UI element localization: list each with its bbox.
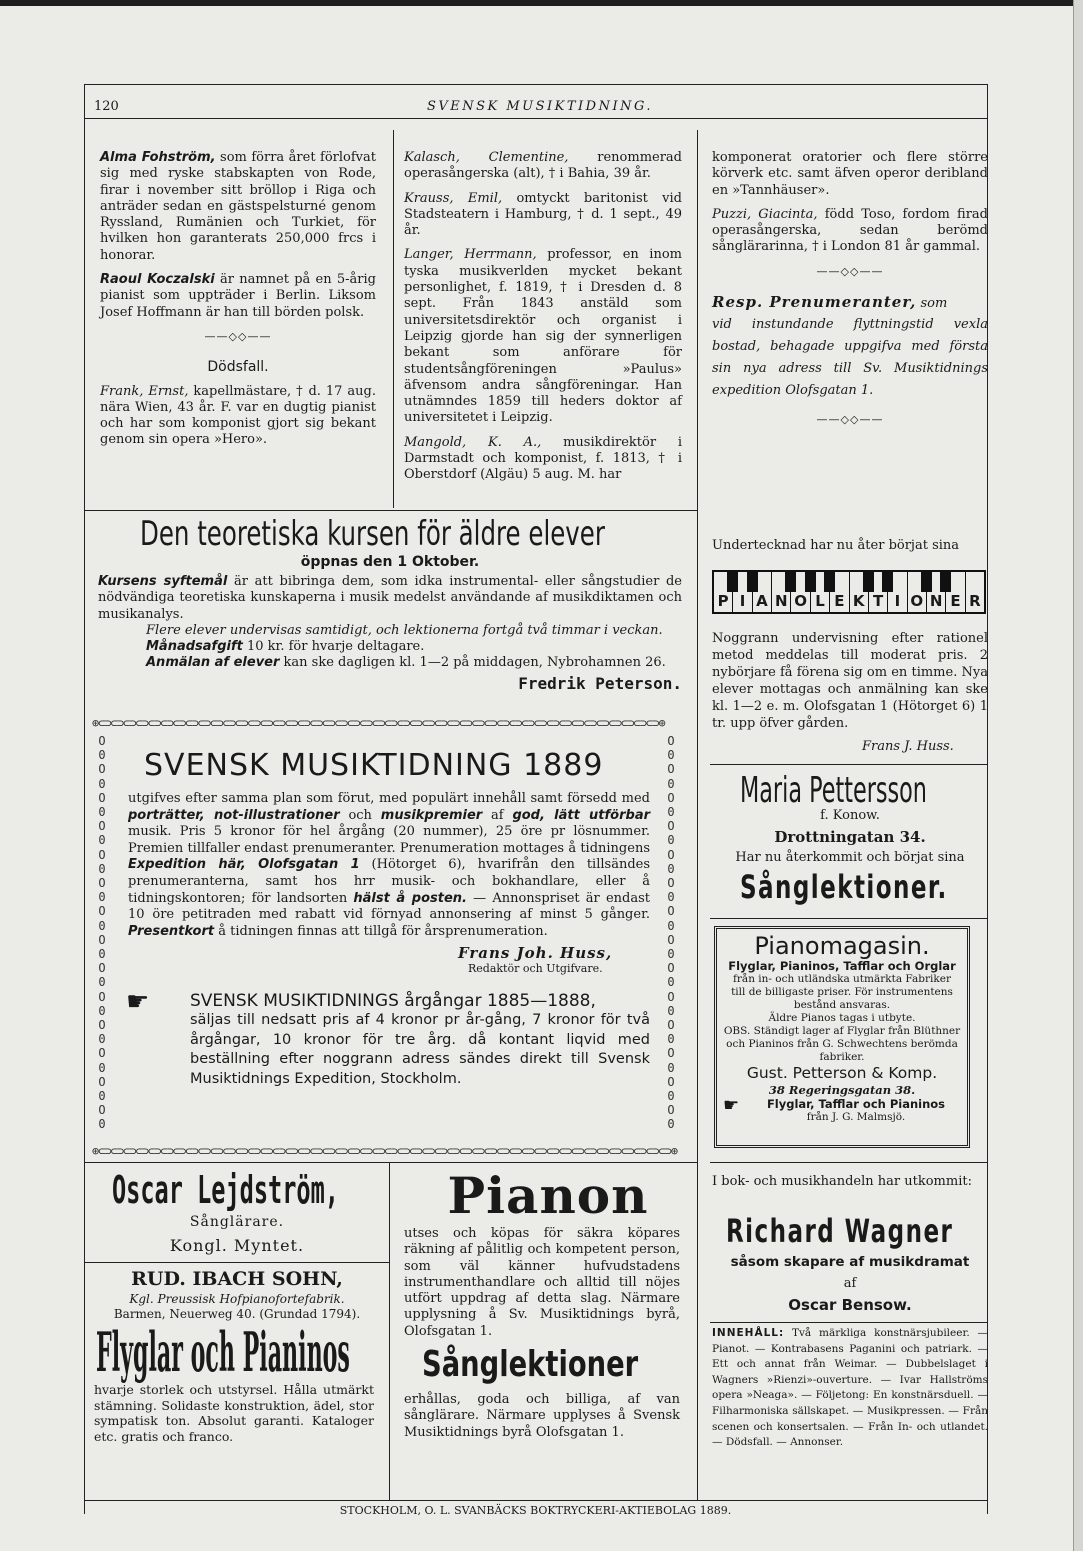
wagner-title: Richard Wagner <box>726 1212 954 1250</box>
black-key <box>921 572 932 592</box>
ad-rule <box>710 918 987 919</box>
pianomagasin-ad: Pianomagasin. Flyglar, Pianinos, Tafflar och Orglar från in- och utländska utmärkta Fabriker till de billigaste priser. För instrumentens bestånd ansvaras. Äldre Pianos tagas i utbyte. OBS. Ständigt lager af Flyglar från Blüthner och Pianinos från G. Schwechtens berömda fabriker. Gust. Petterson & Komp. 38 Regeringsgatan 38. ☛ Flyglar, Tafflar och Pianinos från J. G. Malmsjö. <box>714 926 970 1148</box>
chain-border-bottom: ⊕⊂⊃⊂⊃⊂⊃⊂⊃⊂⊃⊂⊃⊂⊃⊂⊃⊂⊃⊂⊃⊂⊃⊂⊃⊂⊃⊂⊃⊂⊃⊂⊃⊂⊃⊂⊃⊂⊃⊂⊃⊂⊃⊂⊃⊂⊃⊂⊃⊂⊃⊂⊃⊂⊃⊂⊃⊂⊃⊂⊃⊂⊃⊂⊃⊂⊃⊂⊃⊂⊃⊂⊃⊂⊃⊂⊃⊂⊃⊂⊃⊂⊃⊂⊃⊂⊃⊂⊃⊂⊃⊂⊃⊕ <box>92 1144 678 1158</box>
page-left-rule <box>84 84 85 1514</box>
ad-rule <box>710 764 987 765</box>
subscription-title: SVENSK MUSIKTIDNING 1889 <box>144 748 604 783</box>
article-fohstrom: Alma Fohström, som förra året förlofvat sig med ryske stabskapten von Rode, firar i november sitt bröllop i Riga och anträder sedan en gästspelsturné genom Ryssland, Rumänien och Turkiet, för hvilken hon garanterats 250,000 frcs i honorar. <box>100 150 376 263</box>
chain-border-right: O 0 O 0 O 0 O 0 O 0 O 0 O 0 O 0 O 0 O 0 O 0 O 0 O 0 O 0 <box>667 734 675 1132</box>
chain-border-top: ⊕⊂⊃⊂⊃⊂⊃⊂⊃⊂⊃⊂⊃⊂⊃⊂⊃⊂⊃⊂⊃⊂⊃⊂⊃⊂⊃⊂⊃⊂⊃⊂⊃⊂⊃⊂⊃⊂⊃⊂⊃⊂⊃⊂⊃⊂⊃⊂⊃⊂⊃⊂⊃⊂⊃⊂⊃⊂⊃⊂⊃⊂⊃⊂⊃⊂⊃⊂⊃⊂⊃⊂⊃⊂⊃⊂⊃⊂⊃⊂⊃⊂⊃⊂⊃⊂⊃⊂⊃⊂⊃⊕ <box>92 716 665 730</box>
course-body: Kursens syftemål är att bibringa dem, som idka instrumental- eller sångstudier de nödvändiga teoretiska kunskaperna i musik medelst användande af musikdiktamen och musikanalys. Flere elever undervisas samtidigt, och lektionerna fortgå två timmar i veckan. Månadsafgift 10 kr. för hvarje deltagare. Anmälan af elever kan ske dagligen kl. 1—2 på middagen, Nybrohamnen 26. <box>98 574 682 671</box>
ibach-role: Kgl. Preussisk Hofpianofortefabrik. <box>129 1292 345 1306</box>
piano-key-letter: E <box>830 572 849 612</box>
name-fohstrom: Alma Fohström, <box>100 150 216 165</box>
black-key <box>882 572 893 592</box>
maria-lessons: Sånglektioner. <box>740 868 948 906</box>
section-rule <box>84 1162 697 1163</box>
article-mangold: Mangold, K. A., musikdirektör i Darmstadt och komponist, f. 1813, † i Oberstdorf (Algäu) 5 aug. M. har <box>404 434 682 483</box>
maria-text: Har nu återkommit och börjat sina <box>735 850 965 865</box>
scan-right-edge <box>1073 0 1083 1551</box>
black-key <box>727 572 738 592</box>
course-subtitle: öppnas den 1 Oktober. <box>300 554 480 570</box>
piano-key-letter: T <box>869 572 888 612</box>
black-key <box>805 572 816 592</box>
page-top-rule <box>84 84 987 85</box>
sang-title: Sånglektioner <box>422 1344 639 1385</box>
article-koczalski: Raoul Koczalski är namnet på en 5-årig pianist som uppträder i Berlin. Liksom Josef Hoffmann är han till börden polsk. <box>100 272 376 320</box>
piano-key-letter: L <box>811 572 830 612</box>
page-number: 120 <box>94 99 119 114</box>
subscription-signature: Frans Joh. Huss, Redaktör och Utgifvare. <box>458 944 613 976</box>
piano-lessons-text: Noggrann undervisning efter rationel metod meddelas till moderat pris. 2 nybörjare få förena sig om en timme. Nya elever mottagas och anmälning kan ske kl. 1—2 e. m. Olofsgatan 1 (Hötorget 6) 1 tr. upp öfver gården. <box>712 631 988 731</box>
pianon-title: Pianon <box>447 1166 649 1225</box>
black-key <box>863 572 874 592</box>
piano-key-letter: P <box>714 572 733 612</box>
column-rule-2 <box>697 130 698 1500</box>
oscar-role: Sånglärare. <box>189 1214 285 1230</box>
piano-key-letter: I <box>888 572 907 612</box>
course-ad <box>98 514 682 693</box>
wagner-intro: I bok- och musikhandeln har utkommit: <box>712 1174 972 1189</box>
black-key <box>940 572 951 592</box>
piano-key-letter: O <box>791 572 810 612</box>
piano-lessons-signature: Frans J. Huss. <box>862 739 954 754</box>
black-key <box>747 572 758 592</box>
pianomagasin-firm: Gust. Petterson & Komp. <box>746 1064 938 1082</box>
ornament-divider: ——◇◇—— <box>204 329 272 343</box>
sang-text: erhållas, goda och billiga, af van sånglärare. Närmare upplyses å Svensk Musiktidnings byrå Olofsgatan 1. <box>404 1392 680 1440</box>
column-news-1 <box>100 150 376 457</box>
wagner-subtitle: såsom skapare af musikdramat <box>730 1254 970 1270</box>
scan-top-edge <box>0 0 1083 6</box>
oscar-place: Kongl. Myntet. <box>169 1236 305 1255</box>
oscar-name: Oscar Lejdström, <box>112 1168 339 1212</box>
article-langer: Langer, Herrmann, professor, en inom tyska musikverlden mycket bekant personlighet, f. 1819, † i Dresden d. 8 sept. Från 1843 anstäld som universitetsdirektör och organist i Leipzig gjorde han sig der synnerligen bekant som anförare för studentsångföreningen »Paulus» äfvensom andra sångföreningar. Han utnämndes 1859 till heders doktor af universitetet i Leipzig. <box>404 247 682 426</box>
ad-rule <box>710 1162 987 1163</box>
ibach-firm: RUD. IBACH SOHN, <box>131 1268 343 1290</box>
back-issues: ☛ SVENSK MUSIKTIDNINGS årgångar 1885—1888, säljas till nedsatt pris af 4 kronor pr år-gång, 7 kronor för två årgångar, 10 kronor för tre årg. då kontant liqvid med beställning efter noggrann adress sändes direkt till Svensk Musiktidnings Expedition, Stockholm. <box>126 987 650 1087</box>
wagner-af: af <box>843 1276 857 1291</box>
black-key <box>824 572 835 592</box>
column-rule-bottom <box>389 1162 390 1500</box>
subscriber-notice: Resp. Prenumeranter, som vid instundande flyttningstid vexla bostad, behagade uppgifva med första sin nya adress till Sv. Musiktidnings expedition Olofsgatan 1. <box>712 293 988 399</box>
pianomagasin-title: Pianomagasin. <box>754 932 930 960</box>
wagner-author: Oscar Bensow. <box>788 1296 912 1314</box>
piano-lessons-intro: Undertecknad har nu åter börjat sina <box>712 538 960 553</box>
ornament-divider: ——◇◇—— <box>816 264 884 278</box>
ad-rule <box>710 1322 987 1323</box>
pointing-hand-icon: ☛ <box>126 987 150 1018</box>
contents-box: INNEHÅLL: Två märkliga konstnärsjubileer. — Pianot. — Kontrabasens Paganini och patriark. — Ett och annat från Weimar. — Dubbelslaget i Wagners »Rienzi»-ouverture. — Ivar Hallströms opera »Neaga». — Följetong: En konstnärsduell. — Filharmoniska sällskapet. — Musikpressen. — Från scenen och konsertsalen. — Från In- och utlandet. — Dödsfall. — Annonser. <box>712 1327 988 1449</box>
piano-key-letter: R <box>969 592 981 610</box>
course-signature: Fredrik Peterson. <box>518 673 682 693</box>
ibach-address: Barmen, Neuerweg 40. (Grundad 1794). <box>113 1307 361 1321</box>
header-rule <box>84 118 987 119</box>
course-title: Den teoretiska kursen för äldre elever <box>140 514 605 554</box>
subscription-ad <box>128 748 650 1089</box>
chain-border-left: O 0 O 0 O 0 O 0 O 0 O 0 O 0 O 0 O 0 O 0 O 0 O 0 O 0 O 0 <box>98 734 106 1132</box>
maria-name: Maria Pettersson <box>740 770 927 811</box>
piano-key-letter: K <box>850 572 869 612</box>
contents-label: INNEHÅLL: <box>712 1327 785 1339</box>
maria-address: Drottningatan 34. <box>774 828 926 846</box>
section-heading-dodsfall: Dödsfall. <box>207 359 269 376</box>
ibach-big: Flyglar och Pianinos <box>96 1320 350 1384</box>
piano-key-letter: N <box>772 572 791 612</box>
pointing-hand-icon: ☛ <box>723 1095 740 1116</box>
article-kalasch: Kalasch, Clementine, renommerad operasångerska (alt), † i Bahia, 39 år. <box>404 150 683 182</box>
article-mangold-cont: komponerat oratorier och flere större körverk etc. samt äfven operor deribland en »Tannhäuser». <box>712 150 988 198</box>
maria-formerly: f. Konow. <box>820 808 880 823</box>
piano-key-letter: E <box>946 572 965 612</box>
black-key <box>785 572 796 592</box>
running-title: SVENSK MUSIKTIDNING. <box>426 99 654 114</box>
article-frank: Frank, Ernst, kapellmästare, † d. 17 aug. nära Wien, 43 år. F. var en dugtig pianist och har som komponist gjort sig bekant genom sin opera »Hero». <box>100 383 376 448</box>
piano-key-letter: I <box>733 572 752 612</box>
pianon-text: utses och köpas för säkra köpares räkning af pålitlig och kompetent person, som väl känner hufvudstadens instrumenthandlare och alltid till nöjes utfört uppdrag af detta slag. Närmare upplysning å Sv. Musiktidnings byrå, Olofsgatan 1. <box>404 1226 680 1339</box>
ornament-divider: ——◇◇—— <box>816 413 884 427</box>
column-rule-1 <box>393 130 394 508</box>
column-news-3 <box>712 150 988 435</box>
ad-rule <box>84 1262 389 1263</box>
subscription-body: utgifves efter samma plan som förut, med populärt innehåll samt försedd med porträtter, not-illustrationer och musikpremier af god, lätt utförbar musik. Pris 5 kronor för hel årgång (20 nummer), 25 öre pr lösnummer. Premien tillfaller endast prenumeranter. Prenumeration mottages å tidningens Expedition här, Olofsgatan 1 (Hötorget 6), hvarifrån den tillsändes prenumeranterna, samt hos hrr musik- och bokhandlare, eller å tidningskontoren; för landsorten hälst å posten. — Annonspriset är endast 10 öre petitraden med rabatt vid förnyad annonsering af minst 5 gånger. Presentkort å tidningen finnas att tillgå för årsprenumeration. <box>128 791 651 939</box>
piano-keyboard-banner <box>712 570 986 614</box>
keyboard <box>712 570 986 614</box>
piano-key-letter: O <box>908 572 927 612</box>
ibach-text: hvarje storlek och utstyrsel. Hålla utmärkt stämning. Solidaste konstruktion, ädel, stor sympatisk ton. Absolut garanti. Kataloger etc. gratis och franco. <box>94 1382 374 1444</box>
article-puzzi: Puzzi, Giacinta, född Toso, fordom firad operasångerska, sedan berömd sånglärarinna, † i London 81 år gammal. <box>712 206 989 255</box>
section-rule <box>84 510 697 511</box>
article-krauss: Krauss, Emil, omtyckt baritonist vid Stadsteatern i Hamburg, † d. 1 sept., 49 år. <box>404 190 683 239</box>
piano-key-letter: A <box>753 572 772 612</box>
piano-key-letter: N <box>927 572 946 612</box>
footer-rule <box>84 1500 987 1501</box>
column-news-2 <box>404 150 682 492</box>
footer-imprint: STOCKHOLM, O. L. SVANBÄCKS BOKTRYCKERI-AKTIEBOLAG 1889. <box>339 1504 732 1517</box>
